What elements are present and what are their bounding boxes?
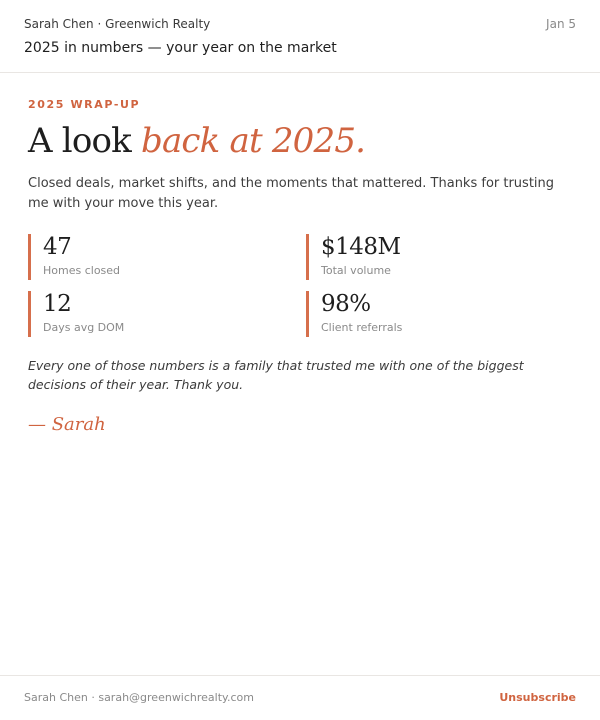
email-date: Jan 5 [546, 17, 576, 31]
footer-contact: Sarah Chen · sarah@greenwichrealty.com [24, 691, 254, 704]
stat-client-referrals [306, 291, 576, 337]
stat-label: Days avg DOM [43, 321, 125, 334]
email-subject: 2025 in numbers — your year on the market [24, 40, 337, 56]
eyebrow-label: 2025 WRAP-UP [28, 98, 141, 111]
stat-total-volume [306, 234, 576, 280]
stat-value: $148M [321, 234, 401, 260]
stat-label: Client referrals [321, 321, 403, 334]
headline-accent: back at 2025. [141, 121, 366, 161]
stat-label: Total volume [321, 264, 391, 277]
stat-value: 12 [43, 291, 72, 317]
intro-text: Closed deals, market shifts, and the moments that mattered. Thanks for trusting me with your move this year. [28, 176, 555, 211]
stat-label: Homes closed [43, 264, 121, 277]
thank-you-quote: Every one of those numbers is a family that trusted me with one of the biggest decisions of their year. Thank you. [28, 358, 524, 392]
email-body [28, 98, 576, 435]
stats-grid [28, 234, 576, 338]
stat-homes-closed [28, 234, 298, 280]
email-header [0, 0, 600, 73]
email-footer [0, 675, 600, 720]
signature: — Sarah [28, 414, 106, 435]
stat-value: 47 [43, 234, 72, 260]
headline-plain: A look [28, 121, 131, 161]
unsubscribe-link[interactable]: Unsubscribe [499, 691, 576, 704]
stat-days-avg-dom [28, 291, 298, 337]
sender-name: Sarah Chen · Greenwich Realty [24, 17, 211, 31]
headline [28, 120, 576, 162]
stat-value: 98% [321, 291, 371, 317]
